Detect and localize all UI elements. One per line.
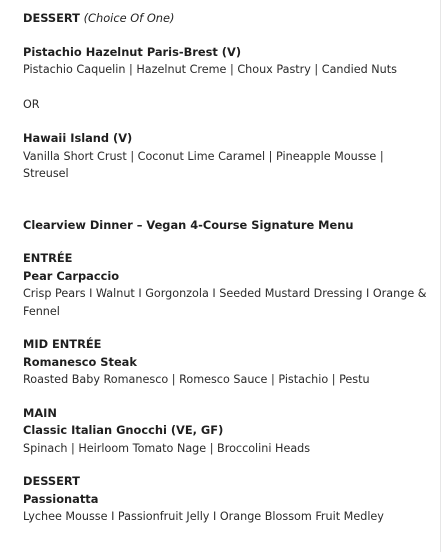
course-mid-entree-description: Roasted Baby Romanesco | Romesco Sauce | Pistachio | Pestu bbox=[23, 373, 370, 386]
dessert-heading: DESSERT bbox=[23, 11, 80, 25]
course-entree-description: Crisp Pears I Walnut I Gorgonzola I Seeded Mustard Dressing I Orange & Fennel bbox=[23, 287, 427, 318]
course-dessert-name: Passionatta bbox=[23, 491, 99, 506]
dessert-option-2-name: Hawaii Island (V) bbox=[23, 131, 133, 145]
course-dessert-label: DESSERT bbox=[23, 474, 80, 488]
menu-content bbox=[23, 10, 428, 526]
or-separator: OR bbox=[23, 97, 40, 111]
dessert-option-1-description: Pistachio Caquelin | Hazelnut Creme | Choux Pastry | Candied Nuts bbox=[23, 63, 397, 76]
course-main-label: MAIN bbox=[23, 405, 57, 420]
course-mid-entree-label: MID ENTRÉE bbox=[23, 337, 102, 351]
dessert-choice-heading bbox=[23, 10, 428, 28]
dessert-option-1-name: Pistachio Hazelnut Paris-Brest (V) bbox=[23, 44, 242, 59]
course-entree-name: Pear Carpaccio bbox=[23, 268, 120, 283]
course-main-description: Spinach | Heirloom Tomato Nage | Broccolini Heads bbox=[23, 441, 311, 455]
dessert-heading-note: (Choice Of One) bbox=[83, 11, 175, 25]
course-dessert-description: Lychee Mousse I Passionfruit Jelly I Orange Blossom Fruit Medley bbox=[23, 510, 384, 523]
vegan-menu-title: Clearview Dinner – Vegan 4-Course Signature Menu bbox=[23, 217, 354, 232]
course-entree-label: ENTRÉE bbox=[23, 251, 73, 265]
course-main-name: Classic Italian Gnocchi (VE, GF) bbox=[23, 423, 224, 437]
dessert-option-2-description: Vanilla Short Crust | Coconut Lime Caramel | Pineapple Mousse | Streusel bbox=[23, 149, 384, 180]
course-mid-entree-name: Romanesco Steak bbox=[23, 354, 137, 369]
